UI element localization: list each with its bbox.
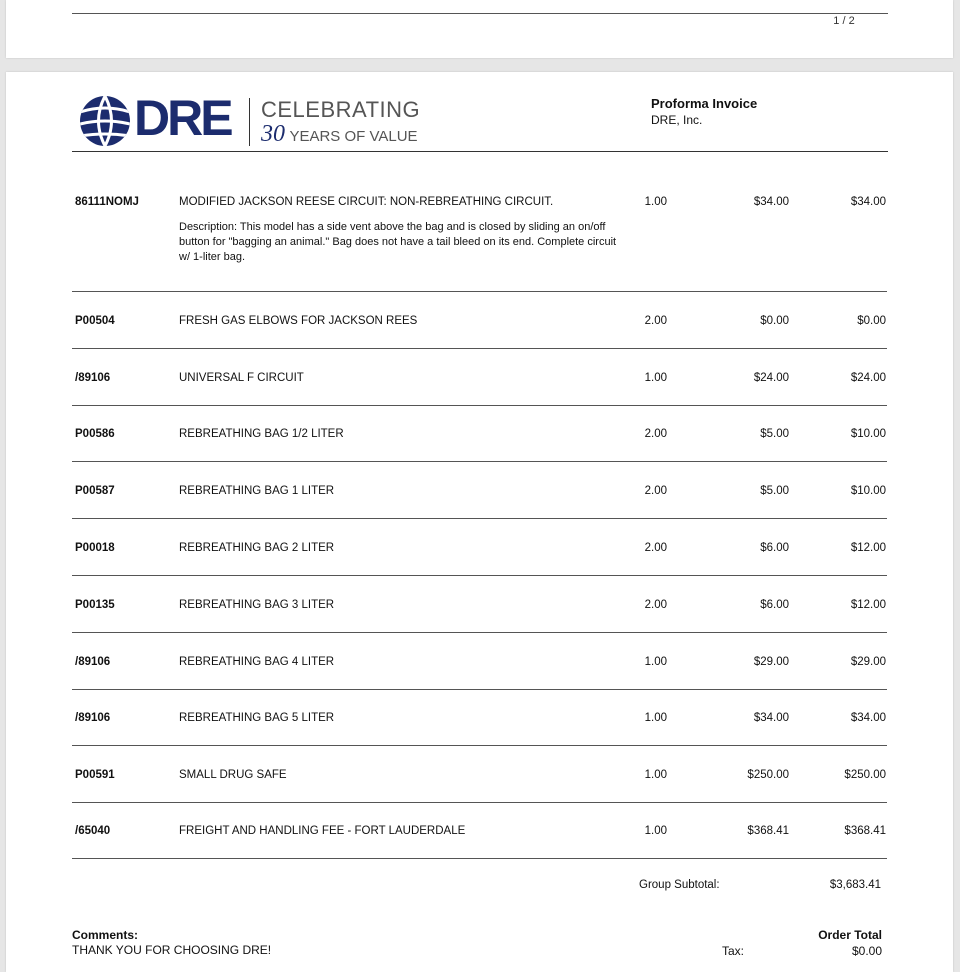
item-code: /89106: [75, 712, 111, 724]
item-unit-price: $6.00: [760, 542, 789, 554]
invoice-page: [6, 72, 953, 972]
tax-label: Tax:: [722, 944, 745, 958]
item-details: Description: This model has a side vent above the bag and is closed by sliding an on/off button for "bagging an animal." Bag does not have a tail bleed on its end. Complete circuit w/ 1-liter bag.: [179, 221, 617, 263]
item-unit-price: $34.00: [753, 196, 789, 208]
row-divider: [72, 689, 887, 690]
item-unit-price: $250.00: [747, 769, 789, 781]
item-total: $12.00: [850, 542, 886, 554]
item-total: $368.41: [844, 825, 886, 837]
row-divider: [72, 461, 887, 462]
item-quantity: 1.00: [644, 769, 667, 781]
logo-divider: [249, 98, 250, 146]
item-unit-price: $24.00: [753, 372, 789, 384]
logo-years-text: YEARS OF VALUE: [289, 128, 418, 145]
row-divider: [72, 632, 887, 633]
item-total: $10.00: [850, 485, 886, 497]
comments-text: THANK YOU FOR CHOOSING DRE!: [72, 943, 272, 957]
item-description: REBREATHING BAG 4 LITER: [179, 656, 335, 668]
item-total: $12.00: [850, 599, 886, 611]
previous-page: [6, 0, 953, 58]
item-code: /65040: [75, 825, 111, 837]
item-code: P00504: [75, 315, 115, 327]
item-total: $250.00: [844, 769, 886, 781]
item-quantity: 2.00: [644, 428, 667, 440]
item-description: REBREATHING BAG 1 LITER: [179, 485, 335, 497]
row-divider: [72, 802, 887, 803]
item-code: /89106: [75, 372, 111, 384]
item-code: P00135: [75, 599, 115, 611]
group-subtotal-value: $3,683.41: [829, 879, 881, 891]
item-quantity: 1.00: [644, 372, 667, 384]
group-subtotal-label: Group Subtotal:: [639, 879, 720, 891]
item-unit-price: $29.00: [753, 656, 789, 668]
row-divider: [72, 575, 887, 576]
item-description: FREIGHT AND HANDLING FEE - FORT LAUDERDALE: [179, 825, 466, 837]
item-unit-price: $6.00: [760, 599, 789, 611]
item-unit-price: $5.00: [760, 428, 789, 440]
item-quantity: 2.00: [644, 315, 667, 327]
item-description: MODIFIED JACKSON REESE CIRCUIT: NON-REBREATHING CIRCUIT.: [179, 196, 554, 208]
item-description: UNIVERSAL F CIRCUIT: [179, 372, 304, 384]
row-divider: [72, 518, 887, 519]
item-total: $34.00: [850, 196, 886, 208]
item-total: $29.00: [850, 656, 886, 668]
item-unit-price: $0.00: [760, 315, 789, 327]
item-quantity: 2.00: [644, 485, 667, 497]
item-unit-price: $34.00: [753, 712, 789, 724]
row-divider: [72, 291, 887, 292]
item-quantity: 1.00: [644, 196, 667, 208]
item-unit-price: $368.41: [747, 825, 789, 837]
globe-icon: [78, 94, 132, 148]
logo-wordmark: DRE: [134, 90, 231, 146]
item-code: 86111NOMJ: [75, 196, 139, 208]
logo-tagline-line2: [261, 122, 418, 149]
item-total: $34.00: [850, 712, 886, 724]
logo-years-number: 30: [261, 121, 285, 147]
order-total-label: Order Total: [818, 928, 882, 942]
item-quantity: 2.00: [644, 599, 667, 611]
item-code: P00018: [75, 542, 115, 554]
page-indicator: 1 / 2: [833, 15, 855, 27]
item-quantity: 1.00: [644, 712, 667, 724]
row-divider: [72, 745, 887, 746]
item-unit-price: $5.00: [760, 485, 789, 497]
item-quantity: 2.00: [644, 542, 667, 554]
item-code: P00587: [75, 485, 115, 497]
logo-tagline-line1: CELEBRATING: [261, 97, 421, 122]
item-total: $0.00: [857, 315, 886, 327]
item-code: P00586: [75, 428, 115, 440]
item-quantity: 1.00: [644, 656, 667, 668]
item-description: SMALL DRUG SAFE: [179, 769, 287, 781]
header-rule: [72, 151, 888, 152]
company-name: DRE, Inc.: [651, 113, 703, 127]
item-quantity: 1.00: [644, 825, 667, 837]
item-description: FRESH GAS ELBOWS FOR JACKSON REES: [179, 315, 418, 327]
item-total: $10.00: [850, 428, 886, 440]
row-divider: [72, 405, 887, 406]
dre-logo: [78, 90, 421, 150]
row-divider: [72, 348, 887, 349]
item-code: P00591: [75, 769, 115, 781]
tax-value: $0.00: [851, 944, 882, 958]
item-code: /89106: [75, 656, 111, 668]
row-divider: [72, 858, 887, 859]
document-title: Proforma Invoice: [651, 96, 758, 111]
item-total: $24.00: [850, 372, 886, 384]
page-rule: [72, 13, 888, 14]
item-description: REBREATHING BAG 5 LITER: [179, 712, 335, 724]
item-description: REBREATHING BAG 1/2 LITER: [179, 428, 344, 440]
item-description: REBREATHING BAG 2 LITER: [179, 542, 335, 554]
comments-label: Comments:: [72, 928, 139, 942]
item-description: REBREATHING BAG 3 LITER: [179, 599, 335, 611]
